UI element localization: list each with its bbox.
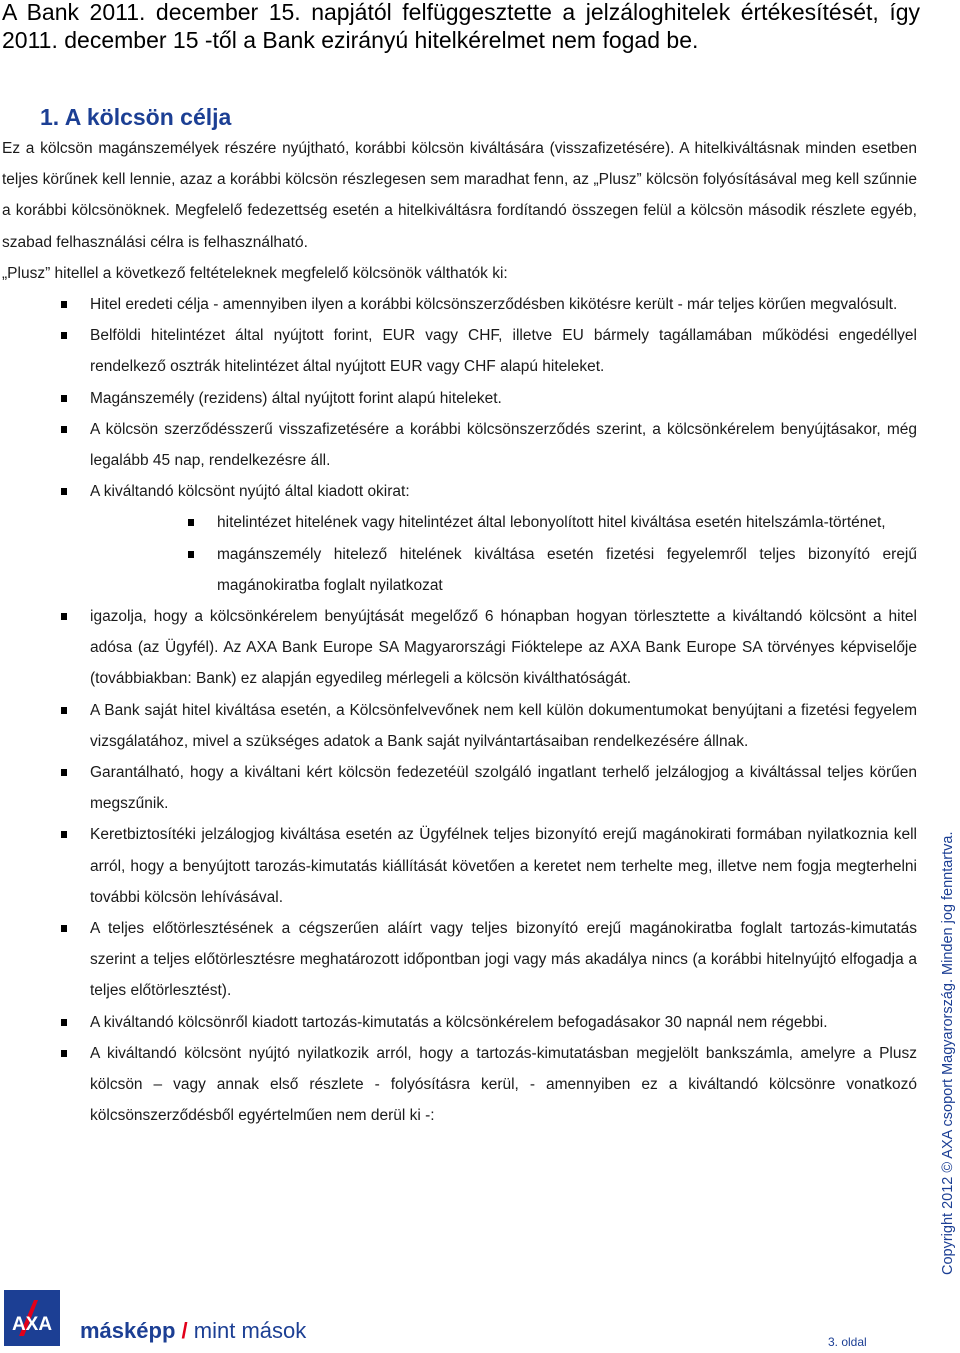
bullet-icon	[61, 925, 67, 932]
section-body	[2, 133, 917, 1132]
sublist-item	[2, 507, 917, 538]
list-item-text: A kiváltandó kölcsönt nyújtó által kiadott okirat:	[90, 483, 410, 501]
bullet-icon	[61, 831, 67, 838]
intro-notice	[2, 0, 920, 54]
list-item	[2, 913, 917, 1007]
page-number: 3. oldal	[828, 1335, 867, 1349]
bullet-icon	[61, 769, 67, 776]
list-item	[2, 320, 917, 382]
list-item	[2, 476, 917, 601]
intro-line-1: A Bank 2011. december 15. napjától felfüggesztette a jelzáloghitelek értékesítését, így 2011. december 15 -től a Bank ezirányú hitelkérelmet nem	[2, 0, 920, 53]
list-item-text: A kiváltandó kölcsönről kiadott tartozás-kimutatás a kölcsönkérelem befogadásakor 30 napnál nem régebbi.	[90, 1013, 828, 1031]
bullet-icon	[188, 551, 194, 558]
list-item-text: Garantálható, hogy a kiváltani kért kölcsön fedezetéül szolgáló ingatlant terhelő jelzálogjog a kiváltással teljes körűen megszűnik.	[90, 764, 917, 813]
list-item-text: Belföldi hitelintézet által nyújtott forint, EUR vagy CHF, illetve EU bármely tagállamában működési engedéllyel rendelkező osztrák hitelintézet által nyújtott EUR vagy CHF alapú hiteleket.	[90, 327, 917, 376]
bullet-icon	[61, 488, 67, 495]
list-item	[2, 695, 917, 757]
slogan	[80, 1318, 306, 1344]
list-item	[2, 289, 917, 320]
bullet-icon	[61, 332, 67, 339]
svg-text:AXA: AXA	[11, 1314, 53, 1335]
bullet-icon	[61, 426, 67, 433]
list-item-text: A kiváltandó kölcsönt nyújtó nyilatkozik arról, hogy a tartozás-kimutatásban megjelölt bankszámla, amelyre a Plusz kölcsön – vagy annak első részlete - folyósításra kerül, - amennyiben ez a kiváltandó kölcsönre vonatkozó kölcsönszerződésből egyértelműen nem derül ki -:	[90, 1044, 917, 1125]
copyright-notice: Copyright 2012 © AXA csoport Magyarország. Minden jog fenntartva.	[940, 831, 956, 1275]
slogan-rest: mint mások	[193, 1318, 307, 1343]
list-item	[2, 1007, 917, 1038]
axa-logo	[4, 1290, 60, 1346]
document-sublist	[2, 507, 917, 601]
sublist-item-text: hitelintézet hitelének vagy hitelintézet által lebonyolított hitel kiváltása esetén hitelszámla-történet,	[217, 514, 886, 532]
list-item-text: A Bank saját hitel kiváltása esetén, a Kölcsönfelvevőnek nem kell külön dokumentumokat benyújtani a fizetési fegyelem vizsgálatához, mivel a szükséges adatok a Bank saját nyilvántartásaiban rendelkezésére állnak.	[90, 701, 917, 750]
list-item-text: Keretbiztosítéki jelzálogjog kiváltása esetén az Ügyfélnek teljes bizonyító erejű magánokirati formában nyilatkoznia kell arról, hogy a benyújtott tarozás-kimutatás kiállítását követően a keretet nem terhelte meg, illetve nem fogja megterhelni további kölcsön lehívásával.	[90, 826, 917, 906]
bullet-icon	[61, 395, 67, 402]
list-item	[2, 414, 917, 476]
slogan-slash: /	[181, 1318, 188, 1343]
list-item-text: A teljes előtörlesztésének a cégszerűen aláírt vagy teljes bizonyító erejű magánokiratba foglalt tartozás-kimutatás szerint a teljes előtörlesztésre meghatározott időpontban jogi vagy más akadálya nincs (a korábbi hitelnyújtó elfogadja a teljes előtörlesztést).	[90, 920, 917, 1000]
conditions-list	[2, 289, 917, 1131]
list-item	[2, 1038, 917, 1132]
sublist-item-text: magánszemély hitelező hitelének kiváltása esetén fizetési fegyelemről teljes bizonyító erejű magánokiratba foglalt nyilatkozat	[217, 545, 917, 594]
list-item	[2, 601, 917, 695]
bullet-icon	[61, 1050, 67, 1057]
list-item	[2, 757, 917, 819]
list-item	[2, 819, 917, 913]
sublist-item	[2, 539, 917, 601]
bullet-icon	[61, 301, 67, 308]
list-item-text: A kölcsön szerződésszerű visszafizetésére a korábbi kölcsönszerződés szerint, a kölcsönkérelem benyújtásakor, még legalább 45 nap, rendelkezésre áll.	[90, 420, 917, 470]
bullet-icon	[61, 613, 67, 620]
intro-line-2: fogad be.	[602, 27, 699, 53]
bullet-icon	[61, 707, 67, 714]
list-item	[2, 383, 917, 414]
bullet-icon	[188, 519, 194, 526]
section-paragraph: Ez a kölcsön magánszemélyek részére nyújtható, korábbi kölcsön kiváltására (visszafizetésére). A hitelkiváltásnak minden esetben teljes körűnek kell lennie, azaz a korábbi kölcsön részlegesen sem maradhat fenn, az „Plusz” kölcsön folyósításával meg kell szűnnie a korábbi kölcsönöknek. Megfelelő fedezettség esetén a hitelkiváltásra fordítandó összegen felül a kölcsön második részlete egyéb, szabad felhasználási célra is felhasználható.	[2, 140, 917, 251]
bullet-icon	[61, 1019, 67, 1026]
list-item-text: Hitel eredeti célja - amennyiben ilyen a korábbi kölcsönszerződésben kikötésre került - már teljes körűen megvalósult.	[90, 296, 898, 314]
list-intro: „Plusz” hitellel a következő feltételeknek megfelelő kölcsönök válthatók ki:	[2, 264, 508, 282]
list-item-text: Magánszemély (rezidens) által nyújtott forint alapú hiteleket.	[90, 389, 502, 407]
slogan-bold: másképp	[80, 1318, 176, 1343]
list-item-text: igazolja, hogy a kölcsönkérelem benyújtását megelőző 6 hónapban hogyan törlesztette a kiváltandó kölcsönt a hitel adósa (az Ügyfél). Az AXA Bank Europe SA Magyarországi Fióktelepe az AXA Bank Europe SA törvényes képviselője (továbbiakban: Bank) ez alapján egyedileg mérlegeli a kölcsön kiválthatóságát.	[90, 608, 917, 688]
section-title: 1. A kölcsön célja	[40, 104, 232, 130]
